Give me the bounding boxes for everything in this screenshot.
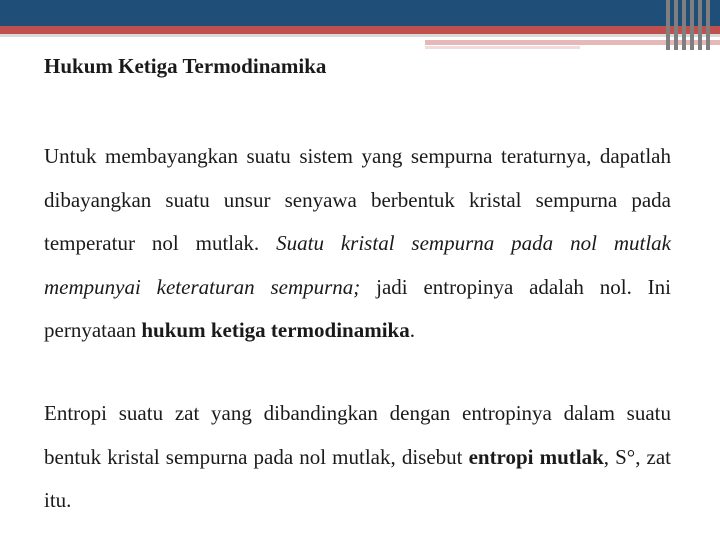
header-stripes-decoration (664, 0, 720, 50)
bold-term: entropi mutlak (468, 444, 604, 469)
paragraph-text: , S°, zat itu. (44, 444, 671, 512)
bold-term: hukum ketiga termodinamika (141, 318, 410, 342)
header-blue-bar (0, 0, 720, 26)
paragraph-text: . (409, 318, 415, 342)
slide-title: Hukum Ketiga Termodinamika (44, 54, 327, 78)
paragraph-text: jadi entropinya adalah nol. Ini pernyataan (44, 274, 671, 342)
header-red-bar (0, 26, 720, 34)
header-accent-line-short (425, 46, 580, 49)
italic-statement: Suatu kristal sempurna pada nol mutlak mempunyai keteraturan sempurna; (44, 231, 671, 299)
paragraph-absolute-entropy (44, 392, 671, 523)
paragraph-text: Entropi suatu zat yang dibandingkan dengan entropinya dalam suatu bentuk kristal sempurna pada nol mutlak, disebut (44, 401, 671, 469)
paragraph-text: Untuk membayangkan suatu sistem yang sempurna teraturnya, dapatlah dibayangkan suatu unsur senyawa berbentuk kristal sempurna pada temperatur nol mutlak. (44, 144, 671, 255)
paragraph-third-law (44, 135, 671, 353)
header-grey-line (0, 34, 720, 37)
